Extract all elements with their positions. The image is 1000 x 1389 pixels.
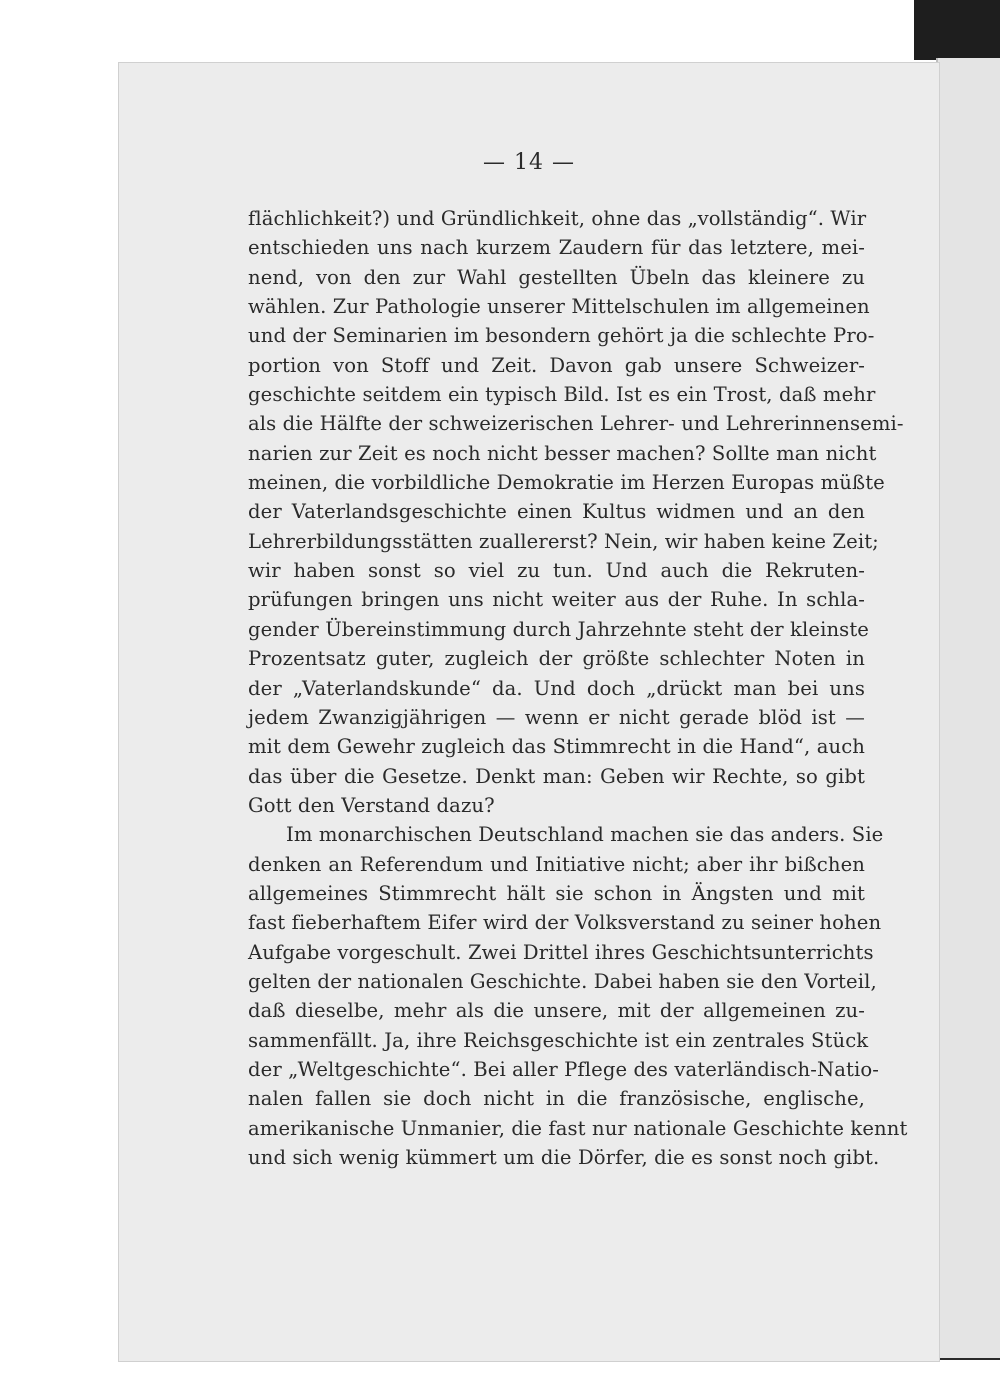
paragraph-start-line: Im monarchischen Deutschland machen sie das anders. Sie xyxy=(286,823,884,847)
text-line: jedem Zwanzigjährigen — wenn er nicht gerade blöd ist — xyxy=(248,705,865,729)
text-line: Prozentsatz guter, zugleich der größte schlechter Noten in xyxy=(248,647,865,671)
scan-margin-bottom xyxy=(0,1360,1000,1389)
text-line: wir haben sonst so viel zu tun. Und auch die Rekruten- xyxy=(248,559,865,583)
text-line: portion von Stoff und Zeit. Davon gab unsere Schweizer- xyxy=(248,353,865,377)
text-line: mit dem Gewehr zugleich das Stimmrecht in die Hand“, auch xyxy=(248,735,865,759)
text-line: der „Weltgeschichte“. Bei aller Pflege des vaterländisch-Natio- xyxy=(248,1057,879,1081)
text-line: amerikanische Unmanier, die fast nur nationale Geschichte kennt xyxy=(248,1116,908,1140)
text-line: Aufgabe vorgeschult. Zwei Drittel ihres Geschichtsunterrichts xyxy=(248,940,874,964)
text-line: wählen. Zur Pathologie unserer Mittelschulen im allgemeinen xyxy=(248,295,870,319)
text-line: allgemeines Stimmrecht hält sie schon in Ängsten und mit xyxy=(248,881,865,905)
text-line: der „Vaterlandskunde“ da. Und doch „drückt man bei uns xyxy=(248,676,865,700)
adjacent-page-edge xyxy=(936,58,1000,1358)
text-line: entschieden uns nach kurzem Zaudern für das letztere, mei- xyxy=(248,236,865,260)
scan-margin-top xyxy=(0,0,1000,62)
text-line: geschichte seitdem ein typisch Bild. Ist es ein Trost, daß mehr xyxy=(248,383,876,407)
body-text xyxy=(248,204,908,1172)
text-line: und sich wenig kümmert um die Dörfer, die es sonst noch gibt. xyxy=(248,1146,880,1169)
page-number: — 14 — xyxy=(483,150,575,175)
text-line: prüfungen bringen uns nicht weiter aus der Ruhe. In schla- xyxy=(248,588,865,612)
scan-margin-left xyxy=(0,0,118,1389)
text-line: der Vaterlandsgeschichte einen Kultus widmen und an den xyxy=(248,500,865,524)
text-line: fast fieberhaftem Eifer wird der Volksverstand zu seiner hohen xyxy=(248,911,882,935)
text-line: daß dieselbe, mehr als die unsere, mit der allgemeinen zu- xyxy=(248,999,865,1023)
text-line: nend, von den zur Wahl gestellten Übeln das kleinere zu xyxy=(248,265,865,289)
text-line: als die Hälfte der schweizerischen Lehrer- und Lehrerinnensemi- xyxy=(248,412,904,436)
text-line: gelten der nationalen Geschichte. Dabei haben sie den Vorteil, xyxy=(248,969,877,993)
book-spine xyxy=(914,0,1000,60)
text-line: und der Seminarien im besondern gehört ja die schlechte Pro- xyxy=(248,324,875,348)
text-line: narien zur Zeit es noch nicht besser machen? Sollte man nicht xyxy=(248,441,877,465)
text-line: sammenfällt. Ja, ihre Reichsgeschichte ist ein zentrales Stück xyxy=(248,1028,869,1052)
text-line: das über die Gesetze. Denkt man: Geben wir Rechte, so gibt xyxy=(248,764,865,788)
text-line: gender Übereinstimmung durch Jahrzehnte steht der kleinste xyxy=(248,617,870,641)
text-line: meinen, die vorbildliche Demokratie im Herzen Europas müßte xyxy=(248,471,885,495)
paragraph-end-line: Gott den Verstand dazu? xyxy=(248,793,495,817)
text-line: nalen fallen sie doch nicht in die französische, englische, xyxy=(248,1087,865,1111)
text-line: Lehrerbildungsstätten zuallererst? Nein, wir haben keine Zeit; xyxy=(248,529,879,553)
text-line: denken an Referendum und Initiative nicht; aber ihr bißchen xyxy=(248,852,865,876)
text-line: flächlichkeit?) und Gründlichkeit, ohne das „vollständig“. Wir xyxy=(248,207,867,230)
